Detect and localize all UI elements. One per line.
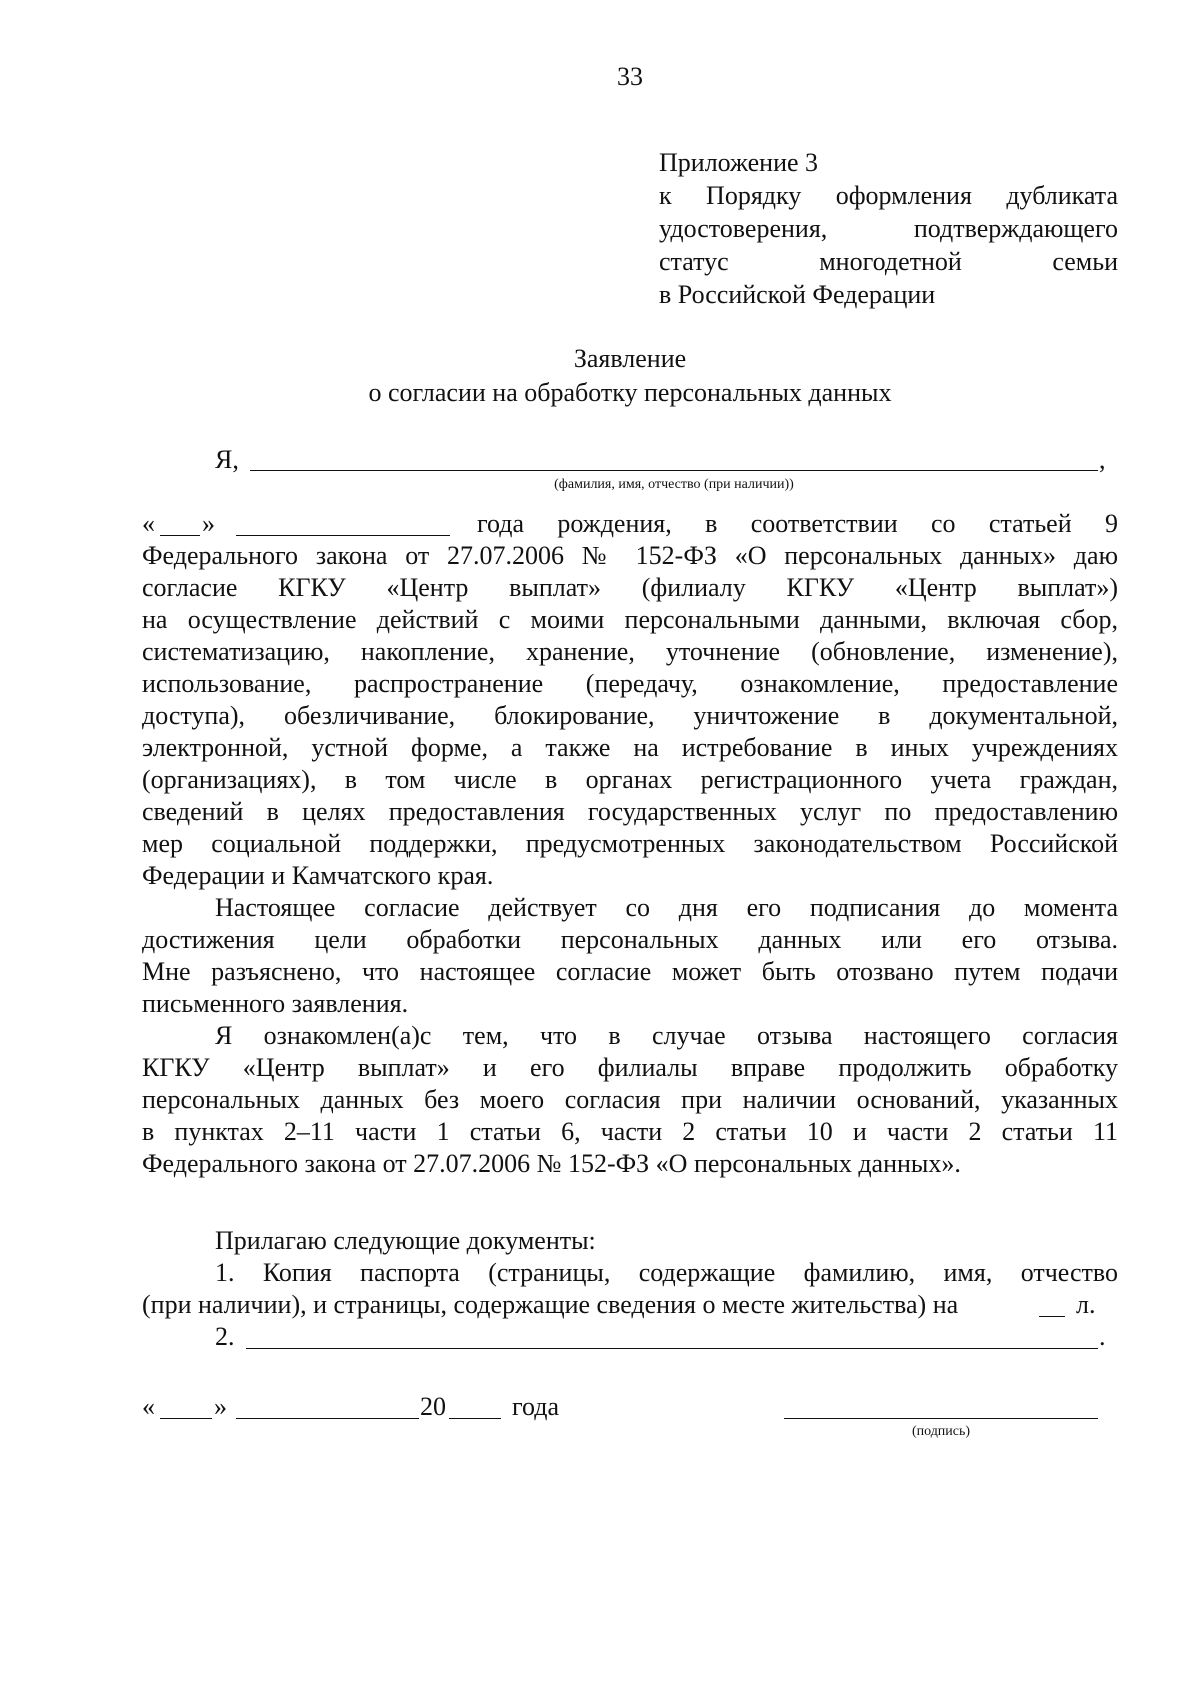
applicant-suffix: ,: [1099, 445, 1106, 474]
attachment-item-2-field[interactable]: [246, 1348, 1098, 1349]
acknowledgement-line: КГКУ «Центр выплат» и его филиалы вправе продолжить обработку: [142, 1053, 1118, 1082]
consent-line: электронной, устной форме, а также на истребование в иных учреждениях: [142, 733, 1118, 762]
birth-text: года рождения, в соответствии со статьей 9: [477, 509, 1118, 538]
consent-line: доступа), обезличивание, блокирование, уничтожение в документальной,: [142, 701, 1118, 730]
attachments-heading: Прилагаю следующие документы:: [215, 1226, 596, 1255]
acknowledgement-line: персональных данных без моего согласия при наличии оснований, указанных: [142, 1085, 1118, 1114]
signature-caption: (подпись): [911, 1424, 971, 1439]
date-year-field[interactable]: [449, 1418, 501, 1419]
applicant-name-caption: (фамилия, имя, отчество (при наличии)): [554, 477, 794, 492]
consent-line: согласие КГКУ «Центр выплат» (филиалу КГКУ «Центр выплат»): [142, 573, 1118, 602]
date-month-field[interactable]: [236, 1418, 419, 1419]
date-year-word: года: [512, 1392, 560, 1421]
birth-open-quote: «: [142, 509, 155, 538]
validity-line: Настоящее согласие действует со дня его подписания до момента: [215, 893, 1118, 922]
consent-line: сведений в целях предоставления государственных услуг по предоставлению: [142, 797, 1118, 826]
statement-subtitle: о согласии на обработку персональных данных: [368, 378, 892, 407]
consent-line: Федерального закона от 27.07.2006 № 152-ФЗ «О персональных данных» даю: [142, 541, 1118, 570]
date-day-field[interactable]: [160, 1418, 212, 1419]
attachment-item-1: 1. Копия паспорта (страницы, содержащие фамилию, имя, отчество: [215, 1258, 1118, 1287]
birth-day-field[interactable]: [160, 535, 200, 536]
attachment-pages-field[interactable]: [1039, 1316, 1065, 1317]
appendix-line: к Порядку оформления дубликата: [659, 181, 1118, 210]
validity-line: письменного заявления.: [142, 989, 409, 1018]
validity-line: Мне разъяснено, что настоящее согласие может быть отозвано путем подачи: [142, 957, 1118, 986]
consent-line: использование, распространение (передачу, ознакомление, предоставление: [142, 669, 1118, 698]
appendix-line: удостоверения, подтверждающего: [659, 214, 1118, 243]
date-century: 20: [420, 1392, 446, 1421]
attachment-item-1-cont: (при наличии), и страницы, содержащие сведения о месте жительства) на: [142, 1290, 959, 1319]
acknowledgement-line: в пунктах 2–11 части 1 статьи 6, части 2 статьи 10 и части 2 статьи 11: [142, 1117, 1118, 1146]
page-number: 33: [617, 62, 643, 91]
appendix-title: Приложение 3: [659, 148, 819, 177]
attachment-item-2-end: .: [1099, 1322, 1106, 1351]
attachment-item-2-number: 2.: [215, 1322, 235, 1351]
date-open-quote: «: [142, 1392, 155, 1421]
applicant-name-field[interactable]: [250, 470, 1098, 471]
attachment-pages-unit: л.: [1076, 1290, 1096, 1319]
birth-close-quote: »: [202, 509, 215, 538]
consent-line: на осуществление действий с моими персональными данными, включая сбор,: [142, 605, 1118, 634]
birth-month-year-field[interactable]: [236, 535, 450, 536]
applicant-prefix: Я,: [215, 445, 239, 474]
validity-line: достижения цели обработки персональных данных или его отзыва.: [142, 925, 1118, 954]
appendix-block: [659, 146, 1118, 311]
acknowledgement-line: Федерального закона от 27.07.2006 № 152-ФЗ «О персональных данных».: [142, 1149, 961, 1178]
signature-field[interactable]: [784, 1418, 1098, 1419]
consent-line: систематизацию, накопление, хранение, уточнение (обновление, изменение),: [142, 637, 1118, 666]
appendix-line: в Российской Федерации: [659, 280, 936, 309]
consent-line: (организациях), в том числе в органах регистрационного учета граждан,: [142, 765, 1118, 794]
appendix-line: статус многодетной семьи: [659, 247, 1118, 276]
acknowledgement-line: Я ознакомлен(а)с тем, что в случае отзыва настоящего согласия: [215, 1021, 1118, 1050]
statement-title: Заявление: [573, 344, 687, 373]
consent-line: Федерации и Камчатского края.: [142, 861, 494, 890]
date-close-quote: »: [214, 1392, 227, 1421]
consent-line: мер социальной поддержки, предусмотренных законодательством Российской: [142, 829, 1118, 858]
